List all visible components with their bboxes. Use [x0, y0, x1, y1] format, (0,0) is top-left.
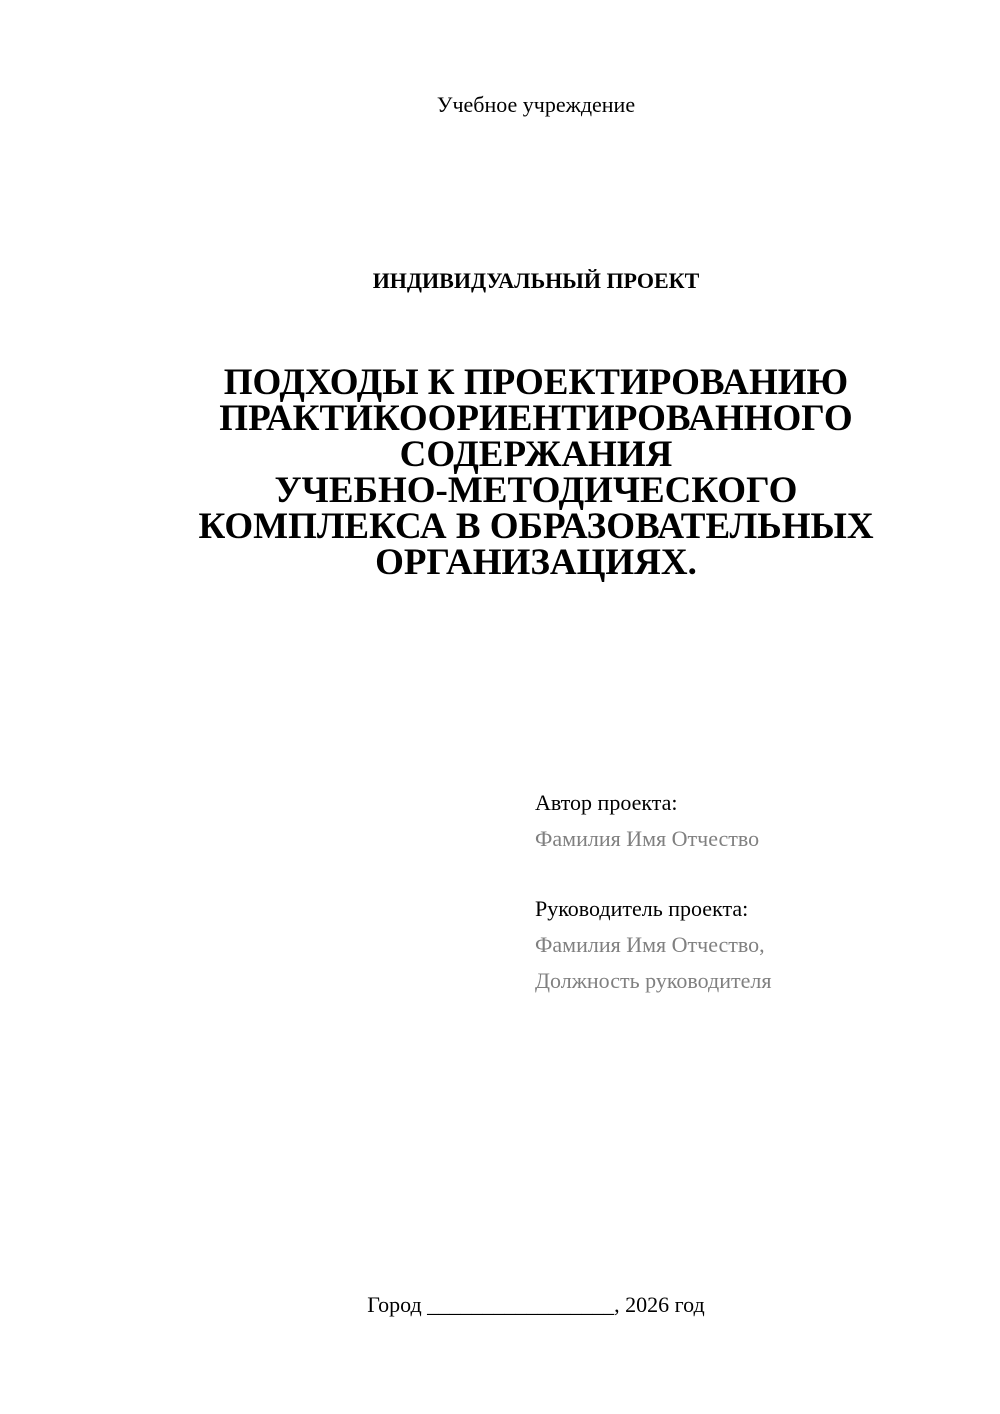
author-name-placeholder: Фамилия Имя Отчество [535, 826, 760, 851]
supervisor-name-placeholder: Фамилия Имя Отчество, [535, 932, 765, 957]
project-title [0, 362, 1000, 583]
title-line: СОДЕРЖАНИЯ [399, 434, 673, 475]
title-line: ПОДХОДЫ К ПРОЕКТИРОВАНИЮ [223, 362, 849, 403]
institution-name: Учебное учреждение [436, 92, 636, 117]
title-line: ОРГАНИЗАЦИЯХ. [375, 542, 697, 583]
supervisor-label: Руководитель проекта: [535, 896, 749, 921]
title-line: УЧЕБНО-МЕТОДИЧЕСКОГО [274, 470, 798, 511]
title-line: КОМПЛЕКСА В ОБРАЗОВАТЕЛЬНЫХ [198, 506, 874, 547]
supervisor-block [535, 895, 975, 995]
supervisor-position-placeholder: Должность руководителя [535, 968, 772, 993]
author-label: Автор проекта: [535, 790, 678, 815]
author-block [535, 789, 975, 853]
project-type-heading: ИНДИВИДУАЛЬНЫЙ ПРОЕКТ [372, 268, 700, 293]
title-line: ПРАКТИКООРИЕНТИРОВАННОГО [219, 398, 853, 439]
city-year-footer: Город _________________, 2026 год [367, 1292, 705, 1317]
